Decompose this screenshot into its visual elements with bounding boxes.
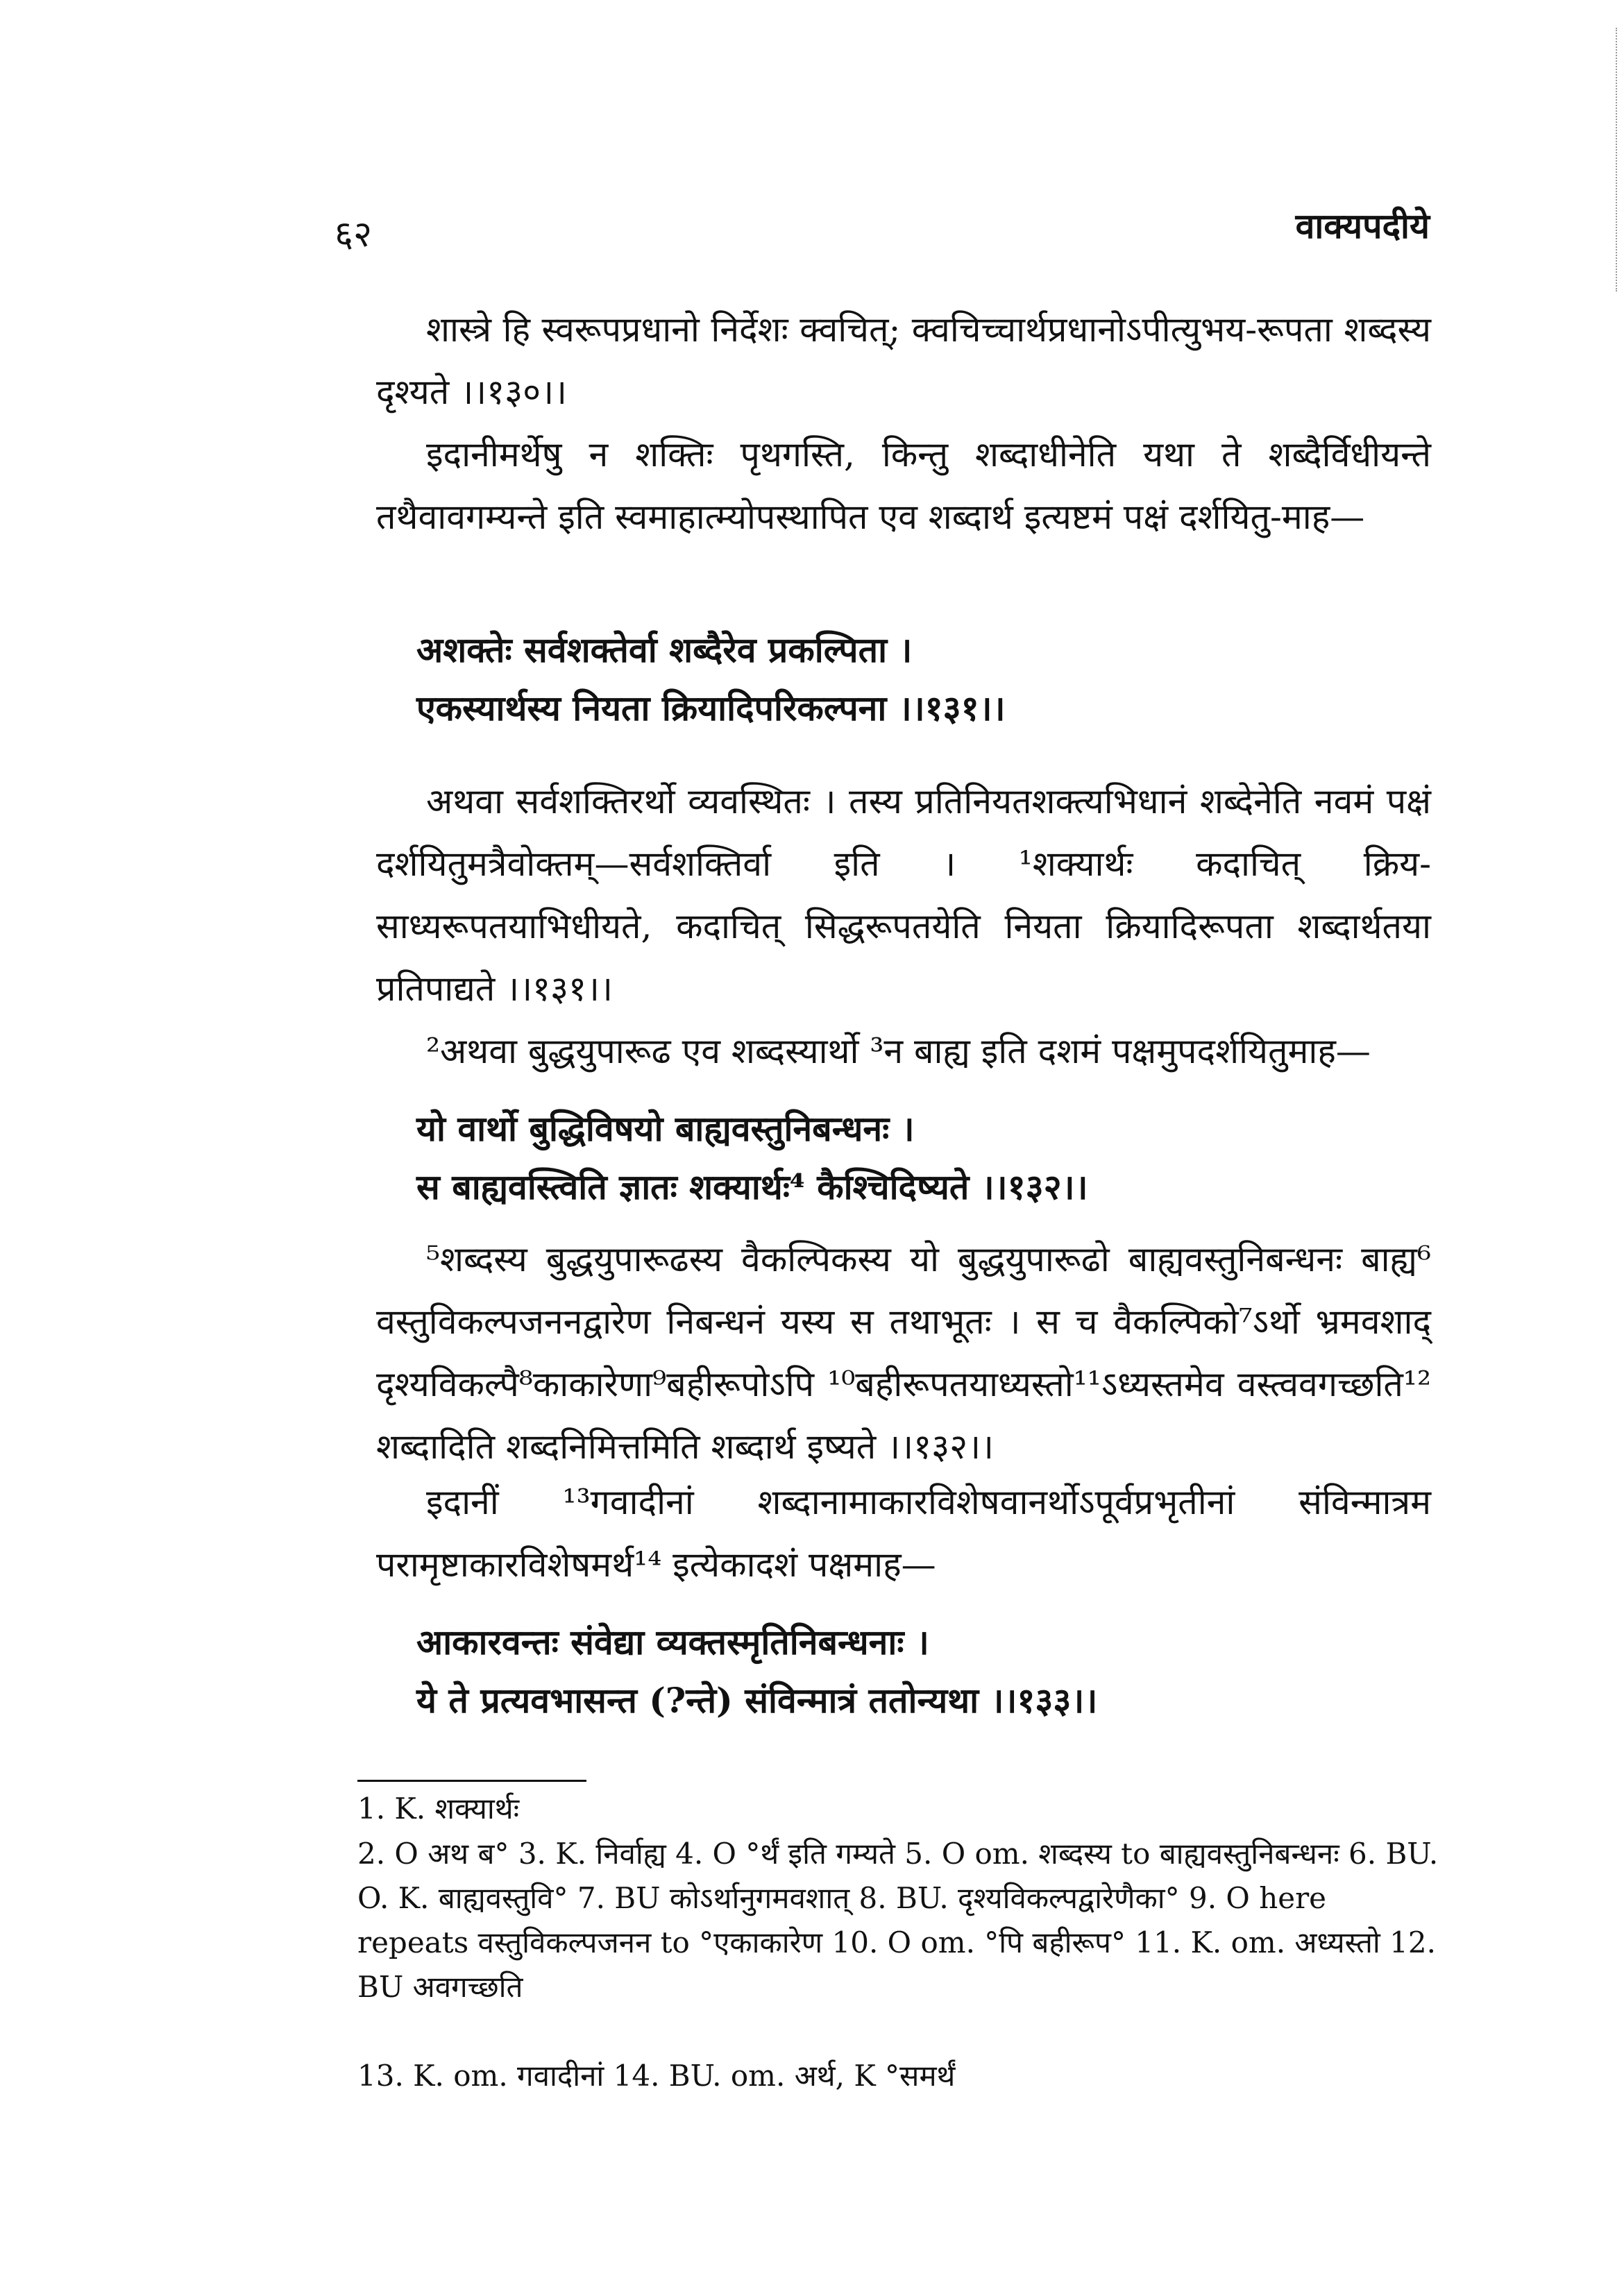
verse-line: आकारवन्तः संवेद्या व्यक्तस्मृतिनिबन्धनाः । — [416, 1622, 929, 1663]
verse-132 — [416, 1100, 1444, 1216]
verse-line: यो वार्थो बुद्धिविषयो बाह्यवस्तुनिबन्धनः । — [416, 1108, 915, 1149]
intro-paragraph-133: इदानीं ¹³गवादीनां शब्दानामाकारविशेषवानर्थोऽपूर्वप्रभृतीनां संविन्मात्रम परामृष्टाकारविशेषमर्थ¹⁴ इत्येकादशं पक्षमाह— — [376, 1482, 1431, 1585]
running-title: वाक्यपदीये — [1295, 205, 1430, 246]
commentary-paragraph-131: अथवा सर्वशक्तिरर्थो व्यवस्थितः । तस्य प्रतिनियतशक्त्यभिधानं शब्देनेति नवमं पक्षं दर्शयितुमत्रैवोक्तम्—सर्वशक्तिर्वा इति । ¹शक्यार्थः कदाचित् क्रिय-साध्यरूपतयाभिधीयते, कदाचित् सिद्धरूपतयेति नियता क्रियादिरूपता शब्दार्थतया प्रतिपाद्यते ।।१३१।। — [376, 781, 1431, 1009]
page-number: ६२ — [335, 214, 373, 255]
scan-edge-mark — [1612, 28, 1617, 291]
footnote-block: 2. O अथ ब° 3. K. निर्वाह्य 4. O °र्थं इति गम्यते 5. O om. शब्दस्य to बाह्यवस्तुनिबन्धनः 6. BU. O. K. बाह्यवस्तुवि° 7. BU कोऽर्थानुगमवशात् 8. BU. दृश्यविकल्पद्वारेणैका° 9. O here repeats वस्तुविकल्पजनन to °एकाकारेण 10. O om. °पि बहीरूप° 11. K. om. अध्यस्तो 12. BU अवगच्छति — [357, 1837, 1439, 2004]
commentary-paragraph-132: ⁵शब्दस्य बुद्धयुपारूढस्य वैकल्पिकस्य यो बुद्धयुपारूढो बाह्यवस्तुनिबन्धनः बाह्य⁶ वस्तुविकल्पजननद्वारेण निबन्धनं यस्य स तथाभूतः । स च वैकल्पिको⁷ऽर्थो भ्रमवशाद् दृश्यविकल्पै⁸काकारेणा⁹बहीरूपोऽपि ¹⁰बहीरूपतयाध्यस्तो¹¹ऽध्यस्तमेव वस्त्ववगच्छति¹² शब्दादिति शब्दनिमित्तमिति शब्दार्थ इष्यते ।।१३२।। — [376, 1239, 1431, 1467]
verse-133 — [416, 1613, 1444, 1730]
intro-paragraph-132: ²अथवा बुद्धयुपारूढ एव शब्दस्यार्थो ³न बाह्य इति दशमं पक्षमुपदर्शयितुमाह— — [426, 1031, 1371, 1071]
verse-line: स बाह्यवस्त्विति ज्ञातः शक्यार्थः⁴ कैश्चिदिष्यते ।।१३२।। — [416, 1166, 1088, 1207]
footnote-line: 1. K. शक्यार्थः — [357, 1792, 520, 1826]
footnote-line: 13. K. om. गवादीनां 14. BU. om. अर्थ, K °समर्थं — [357, 2059, 956, 2093]
commentary-paragraph-130: शास्त्रे हि स्वरूपप्रधानो निर्देशः क्वचित्; क्वचिच्चार्थप्रधानोऽपीत्युभय-रूपता शब्दस्य दृश्यते ।।१३०।। — [376, 309, 1431, 412]
verse-line: एकस्यार्थस्य नियता क्रियादिपरिकल्पना ।।१३१।। — [416, 688, 1006, 729]
verse-131 — [416, 621, 1444, 738]
verse-line: अशक्तेः सर्वशक्तेर्वा शब्दैरेव प्रकल्पिता । — [416, 629, 913, 670]
footnote-divider — [357, 1780, 586, 1782]
intro-paragraph-131: इदानीमर्थेषु न शक्तिः पृथगस्ति, किन्तु शब्दाधीनेति यथा ते शब्दैर्विधीयन्ते तथैवावगम्यन्ते इति स्वमाहात्म्योपस्थापित एव शब्दार्थ इत्यष्टमं पक्षं दर्शयितु-माह— — [376, 434, 1431, 537]
verse-line: ये ते प्रत्यवभासन्त (?न्ते) संविन्मात्रं ततोन्यथा ।।१३३।। — [416, 1680, 1098, 1721]
